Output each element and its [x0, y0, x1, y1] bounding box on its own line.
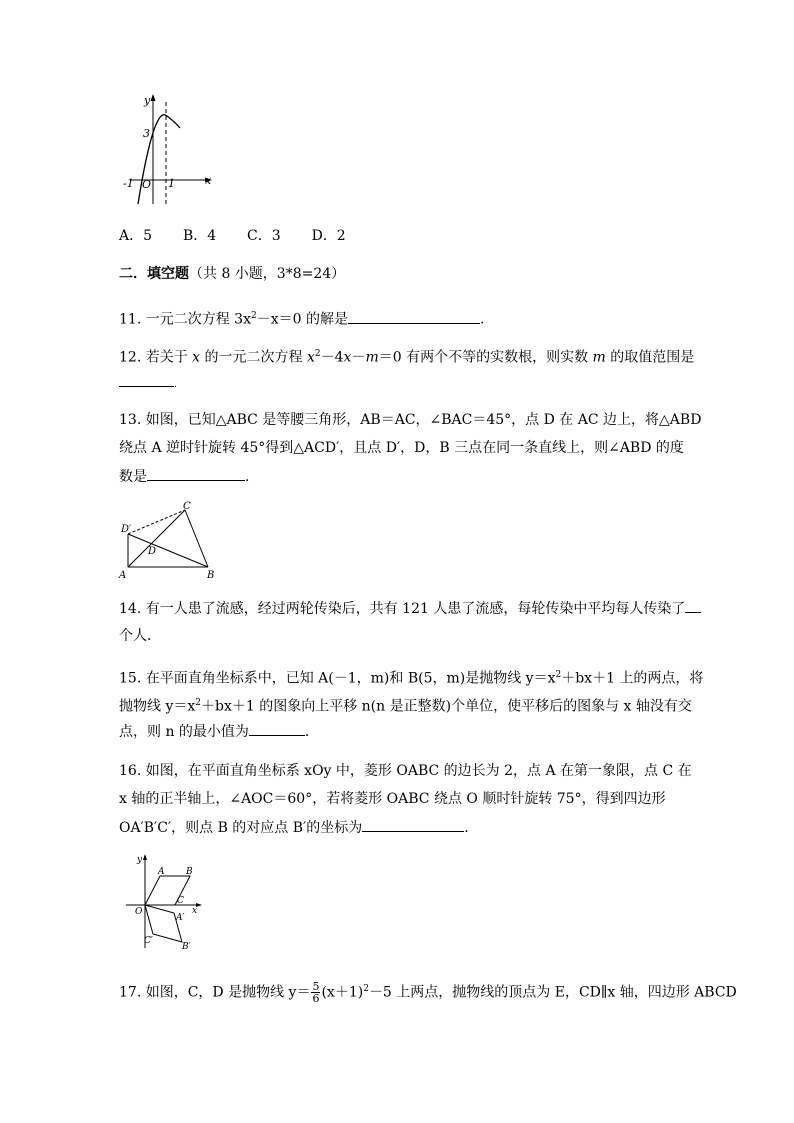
question-12-line2: . [119, 372, 177, 395]
y-label: y [144, 94, 151, 107]
choice-a: A．5 [119, 228, 153, 244]
y-axis-arrow [151, 94, 156, 101]
question-12-line1: 12. 若关于 x 的一元二次方程 $x^2-4x-m=0$ 有两个不等的实数根，则实数 m 的取值范围是 [119, 349, 695, 366]
question-14-line1: 14. 有一人患了流感，经过两轮传染后，共有 121 人患了流感，每轮传染中平均每人传染了 [119, 598, 701, 619]
label-a: A [158, 867, 165, 877]
question-14-line2: 个人． [119, 628, 161, 644]
question-13-line1: 13. 如图，已知△ABC 是等腰三角形，AB＝AC，∠BAC＝45°，点 D 在 AC 边上，将△ABD [119, 412, 702, 428]
label-d-prime: D′ [121, 524, 132, 535]
label-y: y [137, 855, 143, 865]
question-15-line3: 点，则 n 的最小值为 . [119, 721, 309, 742]
label-b: B [186, 867, 193, 877]
label-a-prime: A′ [176, 913, 185, 923]
answer-blank-12[interactable] [119, 372, 174, 387]
answer-blank-11[interactable] [348, 309, 480, 324]
rhombus-figure [116, 848, 206, 952]
answer-blank-15[interactable] [249, 721, 305, 736]
question-11: 11. 一元二次方程 $3x^2-x=0$ 的解是 . [119, 306, 484, 330]
choice-b: B．4 [182, 228, 217, 244]
answer-blank-16[interactable] [362, 817, 464, 832]
label-c-prime: C′ [144, 936, 153, 946]
label-d: D [148, 546, 157, 557]
question-15-line2: 抛物线 $y=x^2+bx+1$ 的图象向上平移 n(n 是正整数)个单位，使平移后的图象与 x 轴没有交 [119, 698, 692, 715]
segment-d-prime-b [128, 534, 208, 567]
label-1: 1 [168, 177, 175, 190]
label-o: O [135, 907, 143, 917]
question-17: 17. 如图，C，D 是抛物线 y＝ $\frac{5}{6}$ $(x+1)^2-5$ 上两点，抛物线的顶点为 E，CD∥x 轴，四边形 ABCD [119, 980, 737, 1006]
answer-blank-14[interactable] [685, 598, 701, 613]
label-origin: O [142, 178, 152, 191]
fraction-5-6: $\frac{5}{6}$ [312, 980, 320, 1006]
triangle-figure [116, 500, 226, 584]
question-16-line3: OA′B′C′，则点 B 的对应点 B′的坐标为 . [119, 817, 469, 838]
parabola-figure [122, 92, 222, 207]
label-c: C [183, 501, 191, 512]
label-3: 3 [143, 127, 150, 140]
choice-d: D．2 [311, 228, 346, 244]
question-16-line1: 16. 如图，在平面直角坐标系 xOy 中，菱形 OABC 的边长为 2，点 A 在第一象限，点 C 在 [119, 763, 692, 779]
section-title: 二．填空题 [119, 266, 189, 282]
label-x: x [192, 906, 198, 916]
choices-row [119, 226, 346, 246]
label-c: C [177, 896, 184, 906]
label-b: B [207, 570, 215, 581]
question-13-line2: 绕点 A 逆时针旋转 45°得到△ACD′，且点 D′，D，B 三点在同一条直线上，则∠ABD 的度 [119, 440, 684, 456]
choice-c: C．3 [247, 228, 281, 244]
section-note: （共 8 小题，3*8=24） [189, 266, 346, 282]
label-neg1: -1 [123, 177, 134, 190]
x-label: x [205, 174, 212, 187]
question-15-line1: 15. 在平面直角坐标系中，已知 A(－1，m)和 B(5，m)是抛物线 $y=x^2+bx+1$ 上的两点，将 [119, 670, 704, 687]
segment-ac [128, 510, 185, 567]
answer-blank-13[interactable] [147, 466, 245, 481]
y-axis-arrow [143, 854, 147, 860]
label-a: A [119, 570, 127, 581]
segment-d-prime-c [128, 510, 185, 534]
label-b-prime: B′ [182, 942, 191, 952]
question-16-line2: x 轴的正半轴上，∠AOC＝60°，若将菱形 OABC 绕点 O 顺时针旋转 75°，得到四边形 [119, 791, 666, 807]
section-header [119, 264, 345, 284]
question-13-line3: 数是 . [119, 466, 249, 487]
